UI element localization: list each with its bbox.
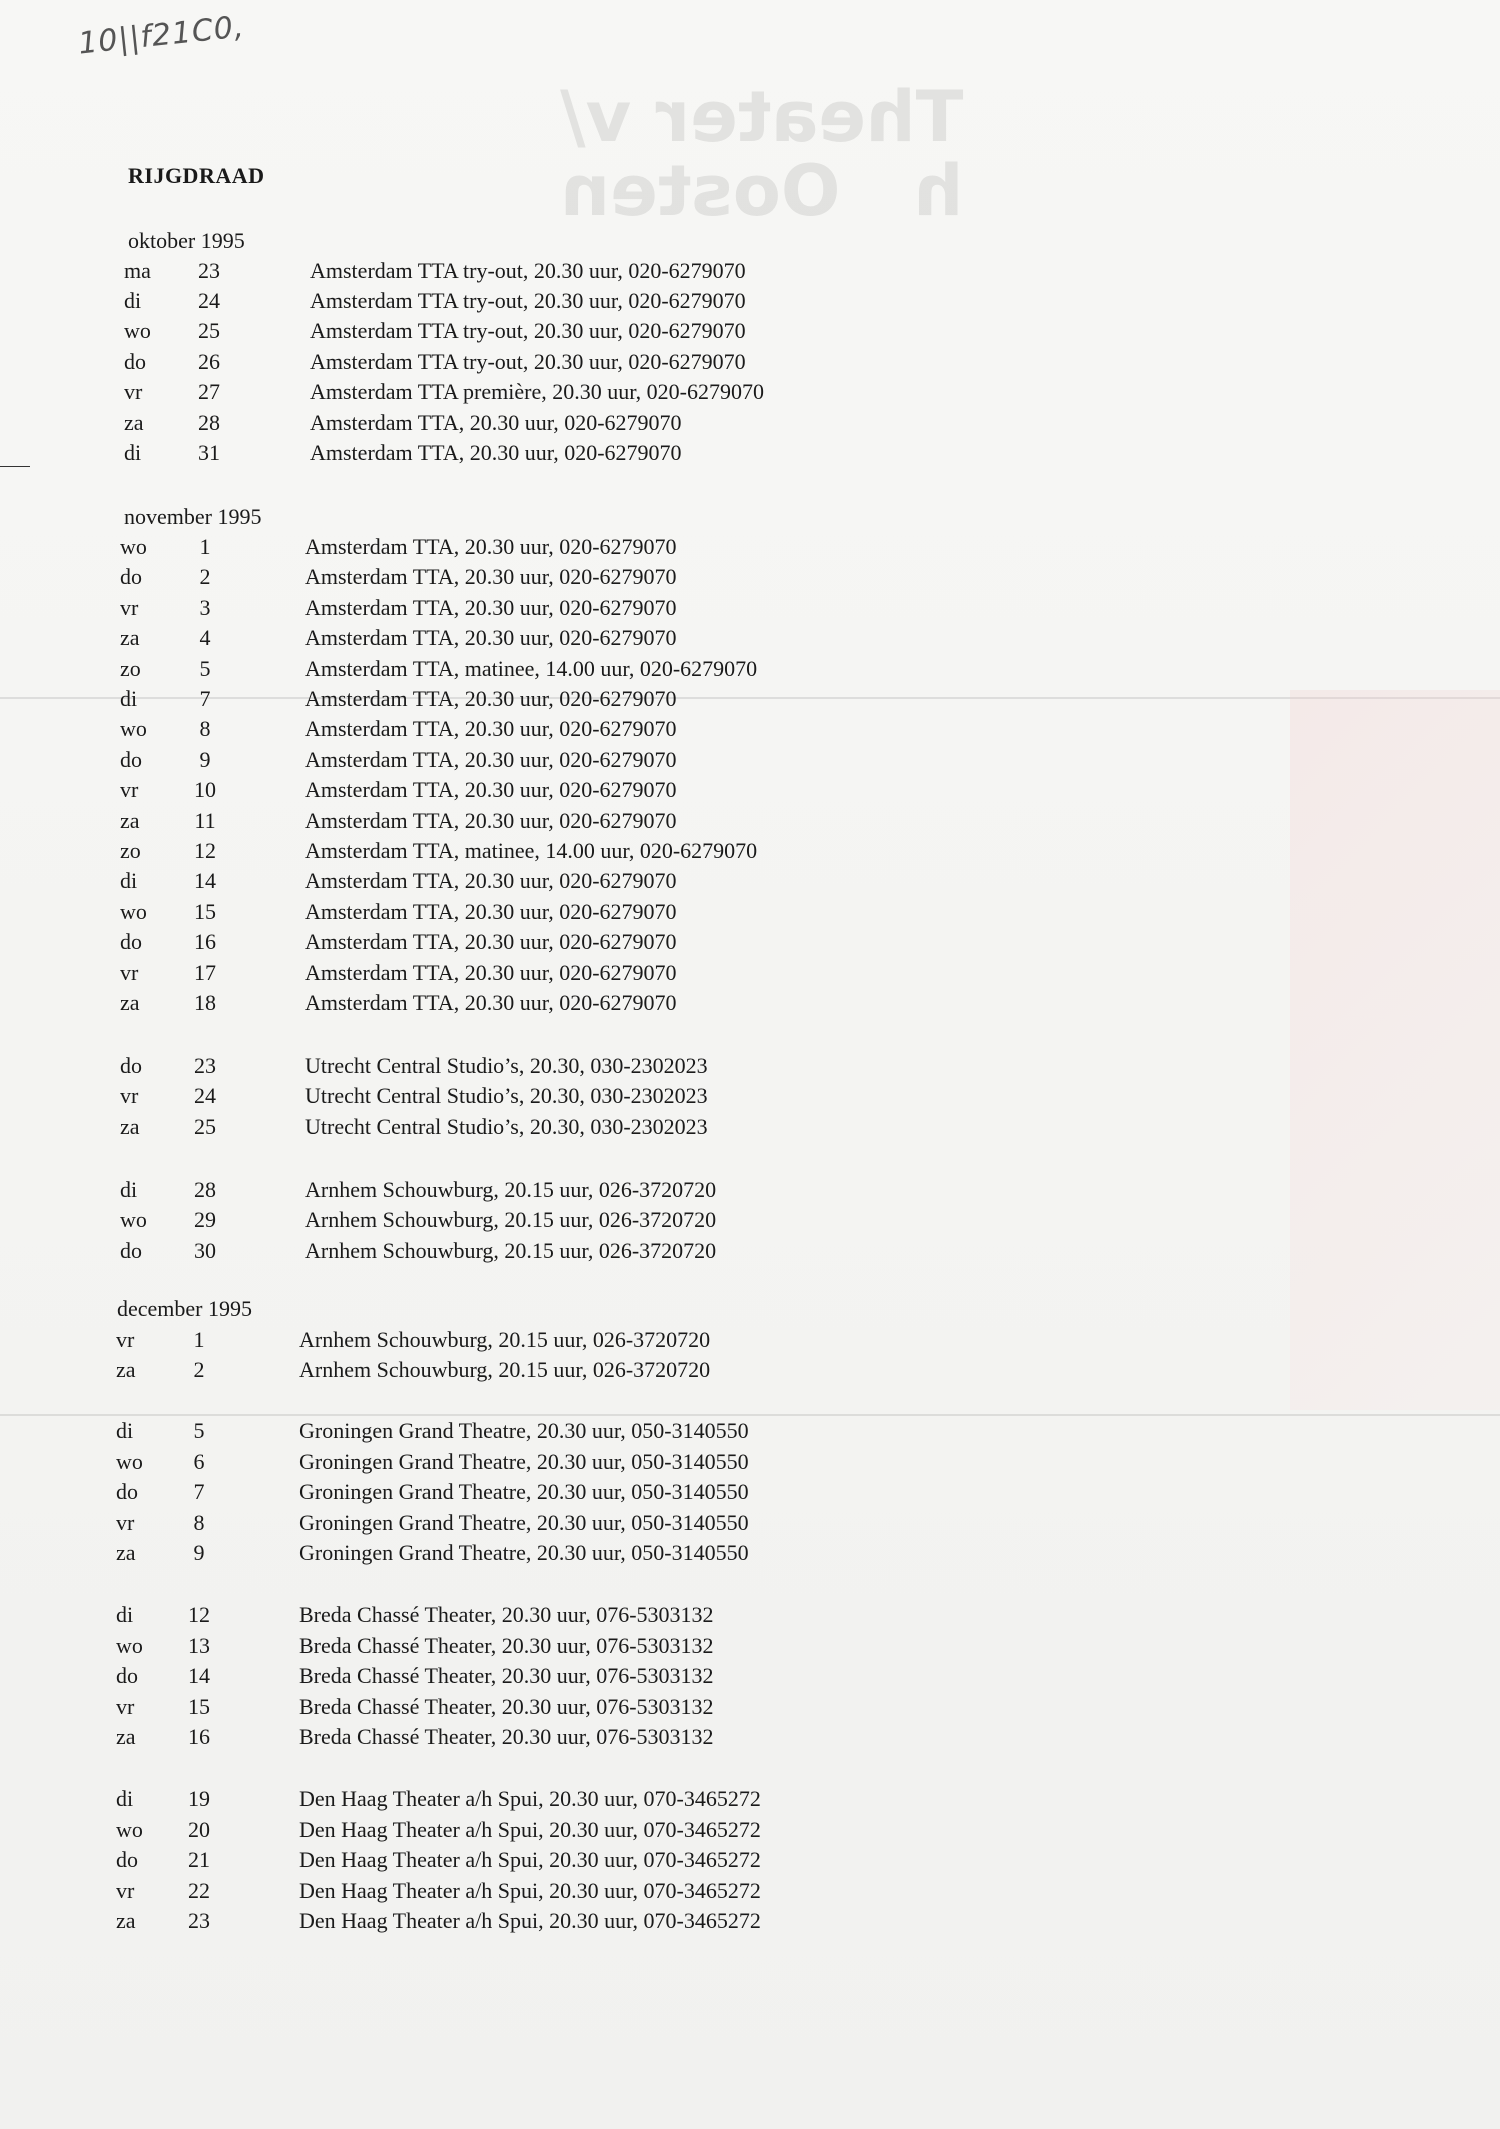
weekday: do [120,1238,142,1263]
weekday: di [120,1177,138,1202]
date-number: 23 [188,1908,210,1933]
date-number: 2 [199,564,211,589]
weekday: vr [124,379,143,404]
performance-details: Den Haag Theater a/h Spui, 20.30 uur, 070-3465272 [299,1908,761,1933]
weekday: wo [120,1207,147,1232]
schedule-row [0,1325,1500,1355]
performance-details: Breda Chassé Theater, 20.30 uur, 076-5303132 [299,1663,714,1688]
performance-details: Amsterdam TTA, 20.30 uur, 020-6279070 [305,595,677,620]
date-number: 31 [198,440,220,465]
date-number: 13 [188,1633,210,1658]
weekday: za [120,990,140,1015]
document-title: RIJGDRAAD [128,163,265,188]
schedule-row [0,897,1500,927]
weekday: vr [120,960,139,985]
schedule-row [0,316,1500,346]
performance-details: Arnhem Schouwburg, 20.15 uur, 026-3720720 [305,1238,717,1263]
schedule-row [0,1815,1500,1845]
performance-details: Amsterdam TTA, 20.30 uur, 020-6279070 [305,686,677,711]
weekday: di [116,1786,134,1811]
schedule-row [0,654,1500,684]
date-number: 9 [193,1540,205,1565]
date-number: 15 [188,1694,210,1719]
date-number: 11 [194,808,216,833]
date-number: 21 [188,1847,210,1872]
performance-details: Amsterdam TTA, 20.30 uur, 020-6279070 [305,716,677,741]
performance-details: Amsterdam TTA, matinee, 14.00 uur, 020-6279070 [305,656,758,681]
weekday: do [120,564,142,589]
weekday: wo [120,716,147,741]
performance-details: Amsterdam TTA try-out, 20.30 uur, 020-6279070 [310,258,746,283]
weekday: za [116,1357,136,1382]
performance-details: Amsterdam TTA, matinee, 14.00 uur, 020-6279070 [305,838,758,863]
schedule-row [0,1112,1500,1142]
weekday: za [120,808,140,833]
date-number: 20 [188,1817,210,1842]
date-number: 28 [198,410,220,435]
performance-details: Amsterdam TTA, 20.30 uur, 020-6279070 [305,777,677,802]
schedule-row [0,1508,1500,1538]
weekday: di [120,868,138,893]
weekday: do [116,1479,138,1504]
performance-details: Groningen Grand Theatre, 20.30 uur, 050-3140550 [299,1540,749,1565]
weekday: di [116,1418,134,1443]
performance-details: Groningen Grand Theatre, 20.30 uur, 050-3140550 [299,1418,749,1443]
weekday: za [116,1540,136,1565]
date-number: 14 [188,1663,210,1688]
schedule-row [0,775,1500,805]
schedule-row [0,1845,1500,1875]
performance-details: Amsterdam TTA, 20.30 uur, 020-6279070 [305,625,677,650]
schedule-row [0,593,1500,623]
performance-details: Breda Chassé Theater, 20.30 uur, 076-5303132 [299,1633,714,1658]
weekday: vr [116,1878,135,1903]
performance-details: Amsterdam TTA, 20.30 uur, 020-6279070 [310,410,682,435]
date-number: 3 [199,595,211,620]
schedule-row [0,1631,1500,1661]
schedule-row [0,1477,1500,1507]
weekday: za [124,410,144,435]
schedule-row [0,806,1500,836]
weekday: wo [116,1633,143,1658]
performance-details: Den Haag Theater a/h Spui, 20.30 uur, 070-3465272 [299,1847,761,1872]
date-number: 23 [198,258,220,283]
performance-details: Den Haag Theater a/h Spui, 20.30 uur, 070-3465272 [299,1786,761,1811]
schedule-row [0,684,1500,714]
schedule-row [0,438,1500,468]
date-number: 6 [193,1449,205,1474]
bleed-through-logo: Theater v/ h Oosten [560,76,964,232]
schedule-row [0,562,1500,592]
schedule-row [0,745,1500,775]
date-number: 16 [188,1724,210,1749]
weekday: vr [120,595,139,620]
performance-details: Amsterdam TTA try-out, 20.30 uur, 020-6279070 [310,288,746,313]
performance-details: Den Haag Theater a/h Spui, 20.30 uur, 070-3465272 [299,1817,761,1842]
performance-details: Arnhem Schouwburg, 20.15 uur, 026-3720720 [305,1177,717,1202]
performance-details: Breda Chassé Theater, 20.30 uur, 076-5303132 [299,1724,714,1749]
weekday: do [124,349,146,374]
schedule-row [0,408,1500,438]
date-number: 25 [198,318,220,343]
schedule-row [0,1722,1500,1752]
schedule-row [0,1416,1500,1446]
weekday: do [116,1847,138,1872]
schedule-row [0,1538,1500,1568]
date-number: 25 [194,1114,216,1139]
weekday: ma [124,258,151,283]
date-number: 5 [193,1418,205,1443]
weekday: wo [120,899,147,924]
performance-details: Breda Chassé Theater, 20.30 uur, 076-5303132 [299,1694,714,1719]
weekday: vr [116,1510,135,1535]
date-number: 7 [193,1479,205,1504]
weekday: wo [120,534,147,559]
performance-details: Amsterdam TTA, 20.30 uur, 020-6279070 [305,534,677,559]
schedule-row [0,714,1500,744]
schedule-row [0,1661,1500,1691]
schedule-row [0,623,1500,653]
date-number: 14 [194,868,216,893]
performance-details: Groningen Grand Theatre, 20.30 uur, 050-3140550 [299,1510,749,1535]
schedule-row [0,1600,1500,1630]
performance-details: Amsterdam TTA, 20.30 uur, 020-6279070 [305,899,677,924]
schedule-row [0,1784,1500,1814]
schedule-row [0,988,1500,1018]
weekday: wo [116,1449,143,1474]
schedule-row [0,1876,1500,1906]
month-heading: november 1995 [124,504,262,529]
performance-details: Den Haag Theater a/h Spui, 20.30 uur, 070-3465272 [299,1878,761,1903]
date-number: 1 [199,534,211,559]
date-number: 28 [194,1177,216,1202]
weekday: vr [116,1694,135,1719]
performance-details: Arnhem Schouwburg, 20.15 uur, 026-3720720 [299,1327,711,1352]
date-number: 24 [194,1083,216,1108]
handwritten-note: 10||f21C0, [76,9,247,62]
month-heading: oktober 1995 [128,228,245,253]
date-number: 5 [199,656,211,681]
performance-details: Amsterdam TTA, 20.30 uur, 020-6279070 [305,564,677,589]
schedule-row [0,532,1500,562]
date-number: 7 [199,686,211,711]
weekday: do [120,929,142,954]
schedule-row [0,1175,1500,1205]
weekday: vr [120,777,139,802]
weekday: wo [116,1817,143,1842]
date-number: 27 [198,379,220,404]
schedule-row [0,347,1500,377]
date-number: 19 [188,1786,210,1811]
schedule-row [0,1051,1500,1081]
performance-details: Amsterdam TTA, 20.30 uur, 020-6279070 [305,960,677,985]
date-number: 17 [194,960,216,985]
performance-details: Utrecht Central Studio’s, 20.30, 030-2302023 [305,1114,708,1139]
performance-details: Amsterdam TTA, 20.30 uur, 020-6279070 [305,990,677,1015]
month-heading: december 1995 [117,1296,252,1321]
performance-details: Groningen Grand Theatre, 20.30 uur, 050-3140550 [299,1479,749,1504]
performance-details: Amsterdam TTA, 20.30 uur, 020-6279070 [305,868,677,893]
date-number: 15 [194,899,216,924]
weekday: za [120,1114,140,1139]
schedule-row [0,927,1500,957]
schedule-row [0,1447,1500,1477]
date-number: 10 [194,777,216,802]
weekday: wo [124,318,151,343]
performance-details: Amsterdam TTA première, 20.30 uur, 020-6279070 [310,379,764,404]
weekday: di [120,686,138,711]
schedule-row [0,1355,1500,1385]
performance-details: Breda Chassé Theater, 20.30 uur, 076-5303132 [299,1602,714,1627]
performance-details: Amsterdam TTA, 20.30 uur, 020-6279070 [305,747,677,772]
performance-details: Amsterdam TTA, 20.30 uur, 020-6279070 [305,929,677,954]
performance-details: Amsterdam TTA, 20.30 uur, 020-6279070 [305,808,677,833]
performance-details: Groningen Grand Theatre, 20.30 uur, 050-3140550 [299,1449,749,1474]
date-number: 29 [194,1207,216,1232]
date-number: 30 [194,1238,216,1263]
date-number: 26 [198,349,220,374]
schedule-row [0,958,1500,988]
weekday: vr [116,1327,135,1352]
schedule-row [0,1236,1500,1266]
performance-details: Arnhem Schouwburg, 20.15 uur, 026-3720720 [305,1207,717,1232]
weekday: za [116,1724,136,1749]
weekday: di [116,1602,134,1627]
schedule-row [0,1692,1500,1722]
weekday: do [120,747,142,772]
schedule-row [0,1081,1500,1111]
weekday: zo [120,838,141,863]
date-number: 8 [193,1510,205,1535]
weekday: vr [120,1083,139,1108]
schedule-row [0,256,1500,286]
date-number: 12 [194,838,216,863]
weekday: za [120,625,140,650]
date-number: 18 [194,990,216,1015]
weekday: do [120,1053,142,1078]
schedule-row [0,377,1500,407]
date-number: 24 [198,288,220,313]
schedule-row [0,866,1500,896]
weekday: do [116,1663,138,1688]
date-number: 22 [188,1878,210,1903]
date-number: 23 [194,1053,216,1078]
weekday: di [124,288,142,313]
performance-details: Amsterdam TTA try-out, 20.30 uur, 020-6279070 [310,318,746,343]
performance-details: Utrecht Central Studio’s, 20.30, 030-2302023 [305,1083,708,1108]
performance-details: Amsterdam TTA try-out, 20.30 uur, 020-6279070 [310,349,746,374]
schedule-row [0,836,1500,866]
schedule-row [0,286,1500,316]
date-number: 16 [194,929,216,954]
performance-details: Arnhem Schouwburg, 20.15 uur, 026-3720720 [299,1357,711,1382]
performance-details: Utrecht Central Studio’s, 20.30, 030-2302023 [305,1053,708,1078]
date-number: 2 [193,1357,205,1382]
performance-details: Amsterdam TTA, 20.30 uur, 020-6279070 [310,440,682,465]
date-number: 1 [193,1327,205,1352]
date-number: 9 [199,747,211,772]
date-number: 8 [199,716,211,741]
weekday: di [124,440,142,465]
weekday: zo [120,656,141,681]
date-number: 4 [199,625,211,650]
schedule-row [0,1906,1500,1936]
schedule-row [0,1205,1500,1235]
weekday: za [116,1908,136,1933]
date-number: 12 [188,1602,210,1627]
